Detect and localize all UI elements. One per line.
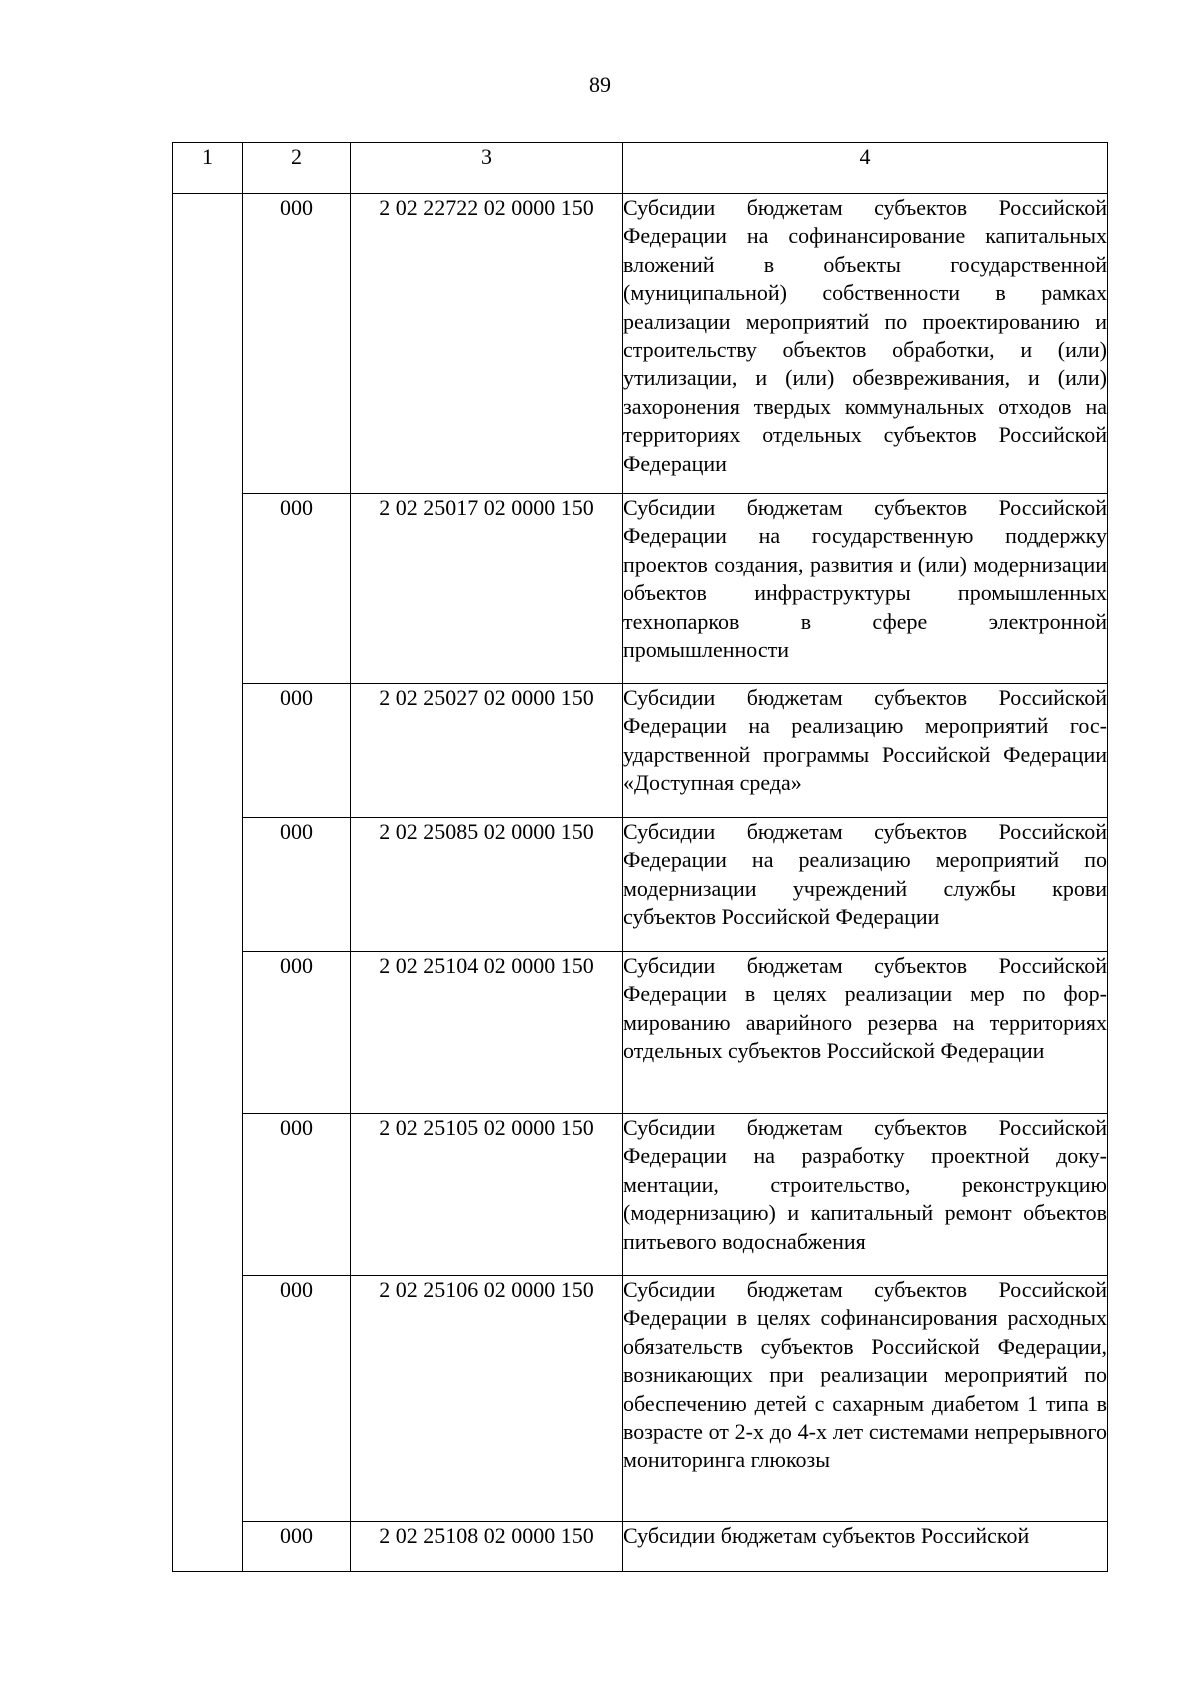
budget-code-cell: 2 02 25017 02 0000 150: [351, 494, 623, 684]
admin-code-cell: 000: [243, 684, 351, 818]
column-header-4: 4: [623, 143, 1108, 194]
revenue-name-cell: Субсидии бюджетам субъектов Российской Федерации на реализацию мероприятий по модернизации учреждений службы крови субъектов Российской Федерации: [623, 818, 1108, 952]
revenue-name-cell: Субсидии бюджетам субъектов Российской Федерации в целях софинансирования расходных обязательств субъектов Российской Федерации, возникающих при реализации мероприятий по обеспечению детей с сахарным диабетом 1 типа в возрасте от 2-х до 4-х лет системами непрерывного мониторинга глюкозы: [623, 1276, 1108, 1522]
revenue-name-cell: Субсидии бюджетам субъектов Российской Федерации на реализацию мероприятий государственной программы Российской Федерации «Доступная среда»: [623, 684, 1108, 818]
budget-code-cell: 2 02 25105 02 0000 150: [351, 1114, 623, 1276]
table-row: [173, 1114, 1108, 1276]
budget-revenue-table: [172, 142, 1108, 1572]
budget-code-cell: 2 02 25085 02 0000 150: [351, 818, 623, 952]
admin-code-cell: 000: [243, 818, 351, 952]
budget-code-cell: 2 02 25108 02 0000 150: [351, 1522, 623, 1572]
admin-code-cell: 000: [243, 494, 351, 684]
table-row: [173, 494, 1108, 684]
admin-code-cell: 000: [243, 952, 351, 1114]
budget-code-cell: 2 02 25104 02 0000 150: [351, 952, 623, 1114]
column-header-3: 3: [351, 143, 623, 194]
revenue-name-cell: Субсидии бюджетам субъектов Российской Федерации в целях реализации мер по формированию аварийного резерва на территориях отдельных субъектов Российской Федерации: [623, 952, 1108, 1114]
revenue-name-cell: Субсидии бюджетам субъектов Российской Федерации на разработку проектной документации, строительство, реконструкцию (модернизацию) и капитальный ремонт объектов питьевого водоснабжения: [623, 1114, 1108, 1276]
admin-code-cell: 000: [243, 1114, 351, 1276]
table-body: [173, 194, 1108, 1572]
page-number: 89: [589, 72, 611, 97]
table-row: [173, 1276, 1108, 1522]
revenue-name-cell: Субсидии бюджетам субъектов Российской Федерации на софинансирование капитальных вложений в объекты государственной (муниципальной) собственности в рамках реализации мероприятий по проектированию и строительству объектов обработки, и (или) утилизации, и (или) обезвреживания, и (или) захоронения твердых коммунальных отходов на территориях отдельных субъектов Российской Федерации: [623, 194, 1108, 494]
empty-group-cell: [173, 194, 243, 1572]
revenue-name-cell: Субсидии бюджетам субъектов Российской: [623, 1522, 1108, 1572]
table-row: [173, 194, 1108, 494]
budget-code-cell: 2 02 25106 02 0000 150: [351, 1276, 623, 1522]
admin-code-cell: 000: [243, 1522, 351, 1572]
table-row: [173, 818, 1108, 952]
table-row: [173, 684, 1108, 818]
table-row: [173, 1522, 1108, 1572]
admin-code-cell: 000: [243, 194, 351, 494]
budget-code-cell: 2 02 25027 02 0000 150: [351, 684, 623, 818]
admin-code-cell: 000: [243, 1276, 351, 1522]
column-header-2: 2: [243, 143, 351, 194]
column-header-1: 1: [173, 143, 243, 194]
table-header-row: [173, 143, 1108, 194]
revenue-name-cell: Субсидии бюджетам субъектов Российской Федерации на государственную поддержку проектов создания, развития и (или) модернизации объектов инфраструктуры промышленных технопарков в сфере электронной промышленности: [623, 494, 1108, 684]
table-header: [173, 143, 1108, 194]
table-row: [173, 952, 1108, 1114]
budget-code-cell: 2 02 22722 02 0000 150: [351, 194, 623, 494]
